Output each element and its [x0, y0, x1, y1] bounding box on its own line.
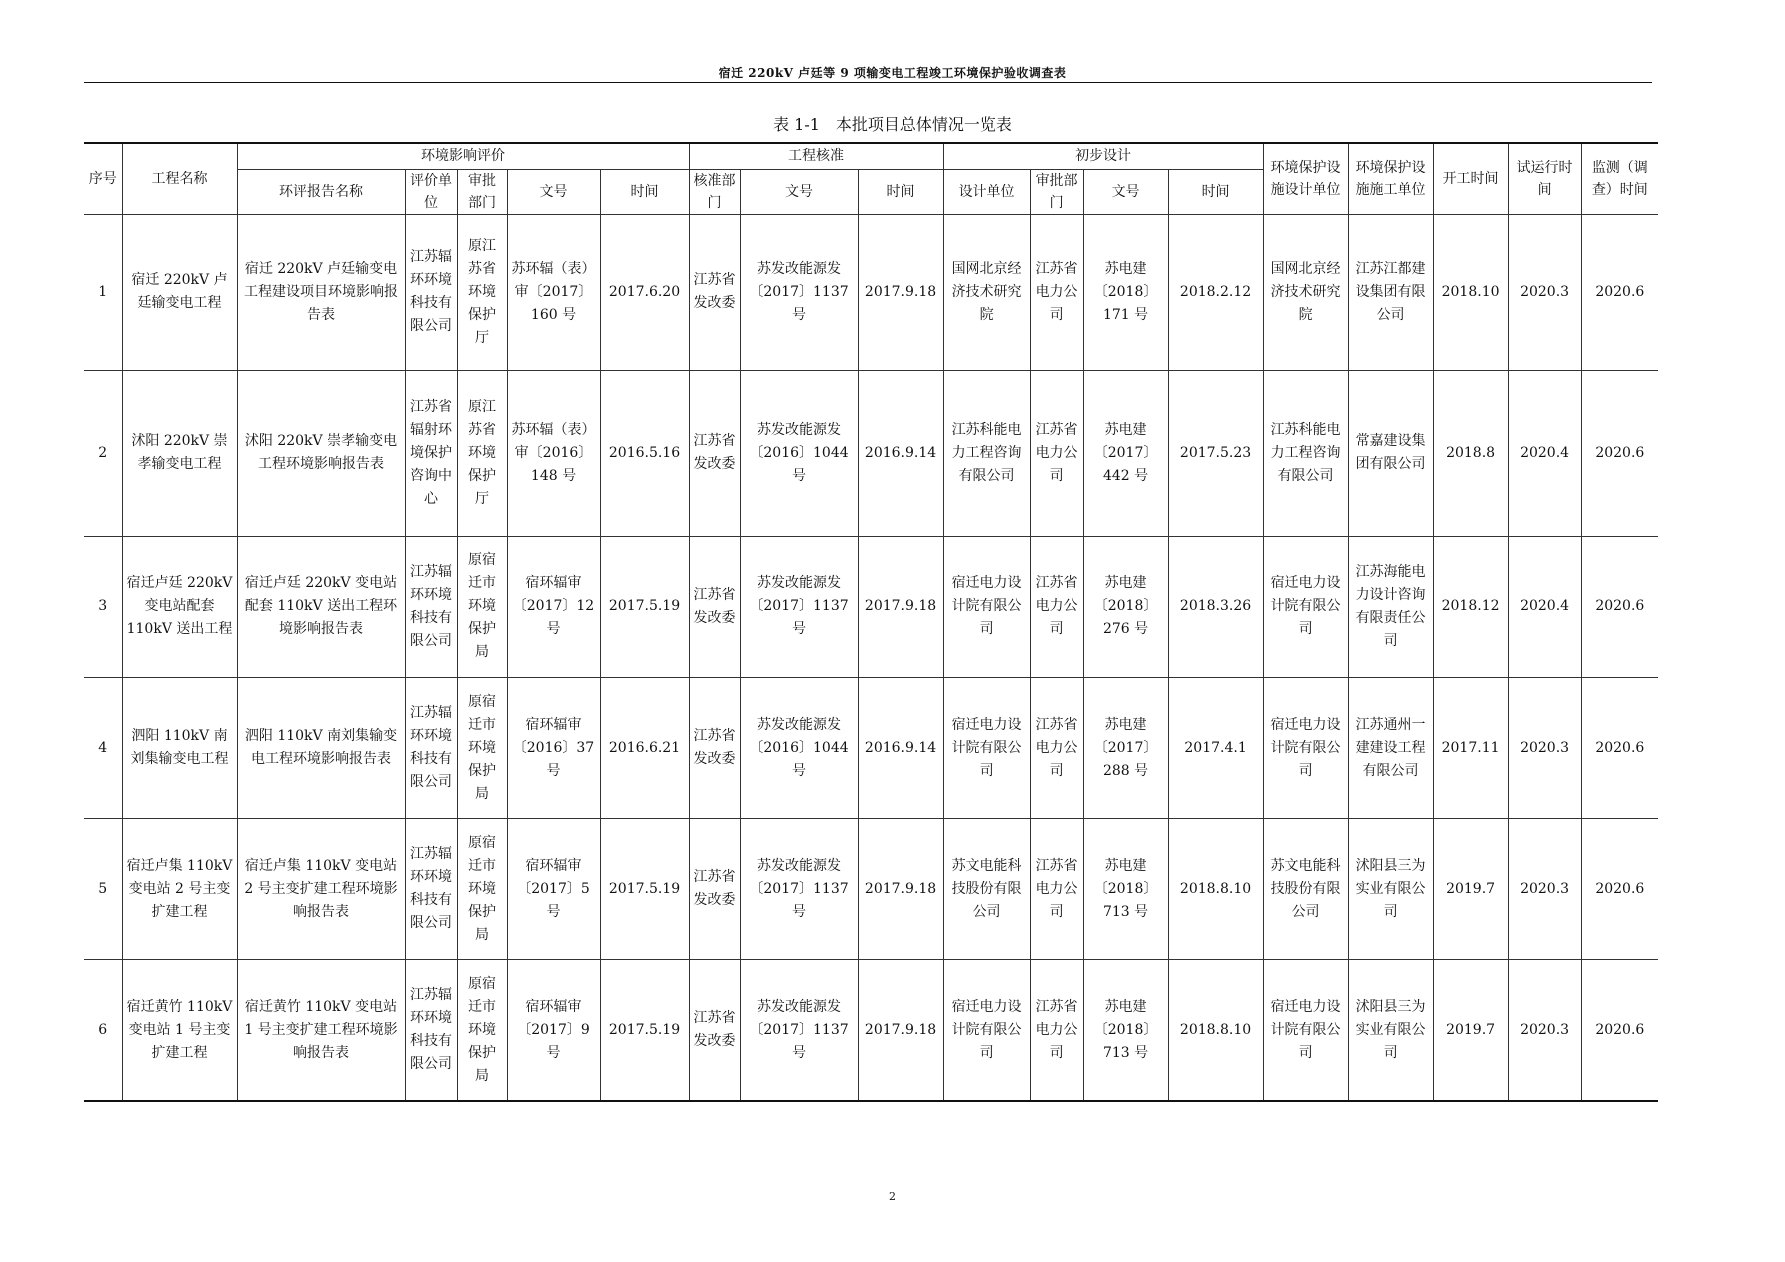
cell-env-design: 宿迁电力设计院有限公司: [1263, 536, 1348, 677]
col-header-app-doc: 文号: [740, 169, 858, 214]
cell-env-design: 国网北京经济技术研究院: [1263, 214, 1348, 370]
cell-name: 宿迁卢廷 220kV 变电站配套 110kV 送出工程: [122, 536, 237, 677]
col-group-approval: 工程核准: [689, 143, 943, 169]
cell-eia-doc: 宿环辐审〔2016〕37 号: [507, 678, 600, 819]
cell-des-unit: 苏文电能科技股份有限公司: [943, 819, 1030, 960]
cell-app-time: 2016.9.14: [858, 370, 943, 536]
cell-eia-dept: 原宿迁市环境保护局: [457, 819, 507, 960]
col-header-app-dept: 核准部门: [689, 169, 740, 214]
cell-monitor: 2020.6: [1581, 214, 1658, 370]
cell-env-build: 常嘉建设集团有限公司: [1348, 370, 1433, 536]
cell-des-time: 2018.2.12: [1168, 214, 1263, 370]
cell-eia-dept: 原江苏省环境保护厅: [457, 214, 507, 370]
cell-trial: 2020.3: [1508, 960, 1581, 1101]
cell-des-time: 2018.8.10: [1168, 960, 1263, 1101]
cell-monitor: 2020.6: [1581, 960, 1658, 1101]
cell-no: 1: [84, 214, 122, 370]
cell-no: 2: [84, 370, 122, 536]
col-header-app-time: 时间: [858, 169, 943, 214]
cell-eia-time: 2017.5.19: [600, 960, 689, 1101]
cell-des-unit: 国网北京经济技术研究院: [943, 214, 1030, 370]
cell-app-doc: 苏发改能源发〔2017〕1137 号: [740, 819, 858, 960]
cell-des-unit: 宿迁电力设计院有限公司: [943, 536, 1030, 677]
table-row: [84, 370, 1658, 536]
cell-des-dept: 江苏省电力公司: [1030, 536, 1083, 677]
cell-eia-unit: 江苏辐环环境科技有限公司: [405, 678, 457, 819]
table-row: [84, 678, 1658, 819]
table-row: [84, 214, 1658, 370]
col-group-eia: 环境影响评价: [237, 143, 689, 169]
cell-env-build: 江苏海能电力设计咨询有限责任公司: [1348, 536, 1433, 677]
col-header-des-doc: 文号: [1083, 169, 1168, 214]
cell-eia-unit: 江苏辐环环境科技有限公司: [405, 536, 457, 677]
cell-eia-time: 2016.5.16: [600, 370, 689, 536]
cell-des-dept: 江苏省电力公司: [1030, 370, 1083, 536]
cell-env-design: 宿迁电力设计院有限公司: [1263, 960, 1348, 1101]
cell-no: 5: [84, 819, 122, 960]
table-row: [84, 819, 1658, 960]
cell-no: 4: [84, 678, 122, 819]
cell-eia-unit: 江苏辐环环境科技有限公司: [405, 819, 457, 960]
page-number: 2: [889, 1190, 896, 1203]
cell-app-time: 2017.9.18: [858, 536, 943, 677]
col-header-monitor: 监测（调查）时间: [1581, 143, 1658, 214]
cell-eia-time: 2017.6.20: [600, 214, 689, 370]
cell-name: 宿迁 220kV 卢廷输变电工程: [122, 214, 237, 370]
cell-eia-time: 2017.5.19: [600, 819, 689, 960]
cell-start: 2017.11: [1433, 678, 1508, 819]
cell-app-dept: 江苏省发改委: [689, 214, 740, 370]
cell-eia-dept: 原宿迁市环境保护局: [457, 960, 507, 1101]
cell-app-doc: 苏发改能源发〔2016〕1044 号: [740, 370, 858, 536]
cell-des-time: 2017.4.1: [1168, 678, 1263, 819]
cell-eia-report: 泗阳 110kV 南刘集输变电工程环境影响报告表: [237, 678, 405, 819]
cell-des-dept: 江苏省电力公司: [1030, 960, 1083, 1101]
cell-monitor: 2020.6: [1581, 370, 1658, 536]
col-group-design: 初步设计: [943, 143, 1263, 169]
running-header: 宿迁 220kV 卢廷等 9 项输变电工程竣工环境保护验收调查表: [718, 66, 1067, 80]
cell-no: 6: [84, 960, 122, 1101]
cell-eia-report: 宿迁 220kV 卢廷输变电工程建设项目环境影响报告表: [237, 214, 405, 370]
cell-app-doc: 苏发改能源发〔2017〕1137 号: [740, 536, 858, 677]
cell-start: 2019.7: [1433, 960, 1508, 1101]
cell-eia-report: 宿迁卢廷 220kV 变电站配套 110kV 送出工程环境影响报告表: [237, 536, 405, 677]
cell-eia-unit: 江苏省辐射环境保护咨询中心: [405, 370, 457, 536]
cell-app-dept: 江苏省发改委: [689, 819, 740, 960]
table-caption: 表 1-1 本批项目总体情况一览表: [773, 115, 1012, 134]
cell-eia-report: 沭阳 220kV 崇孝输变电工程环境影响报告表: [237, 370, 405, 536]
cell-app-time: 2016.9.14: [858, 678, 943, 819]
cell-eia-doc: 苏环辐（表）审〔2017〕160 号: [507, 214, 600, 370]
cell-des-dept: 江苏省电力公司: [1030, 214, 1083, 370]
col-header-start: 开工时间: [1433, 143, 1508, 214]
cell-des-dept: 江苏省电力公司: [1030, 678, 1083, 819]
cell-start: 2018.10: [1433, 214, 1508, 370]
cell-app-time: 2017.9.18: [858, 819, 943, 960]
cell-trial: 2020.3: [1508, 819, 1581, 960]
cell-eia-unit: 江苏辐环环境科技有限公司: [405, 214, 457, 370]
cell-eia-unit: 江苏辐环环境科技有限公司: [405, 960, 457, 1101]
col-header-eia-unit: 评价单位: [405, 169, 457, 214]
col-header-des-time: 时间: [1168, 169, 1263, 214]
cell-des-time: 2017.5.23: [1168, 370, 1263, 536]
col-header-eia-doc: 文号: [507, 169, 600, 214]
col-header-eia-time: 时间: [600, 169, 689, 214]
cell-trial: 2020.4: [1508, 370, 1581, 536]
cell-des-dept: 江苏省电力公司: [1030, 819, 1083, 960]
col-header-trial: 试运行时间: [1508, 143, 1581, 214]
table-row: [84, 536, 1658, 677]
col-header-des-dept: 审批部门: [1030, 169, 1083, 214]
cell-eia-report: 宿迁黄竹 110kV 变电站 1 号主变扩建工程环境影响报告表: [237, 960, 405, 1101]
cell-app-doc: 苏发改能源发〔2017〕1137 号: [740, 960, 858, 1101]
cell-eia-report: 宿迁卢集 110kV 变电站 2 号主变扩建工程环境影响报告表: [237, 819, 405, 960]
cell-monitor: 2020.6: [1581, 678, 1658, 819]
cell-app-dept: 江苏省发改委: [689, 960, 740, 1101]
cell-des-doc: 苏电建〔2018〕713 号: [1083, 819, 1168, 960]
cell-app-dept: 江苏省发改委: [689, 370, 740, 536]
cell-env-build: 沭阳县三为实业有限公司: [1348, 960, 1433, 1101]
cell-start: 2018.12: [1433, 536, 1508, 677]
cell-eia-dept: 原宿迁市环境保护局: [457, 678, 507, 819]
cell-name: 宿迁卢集 110kV 变电站 2 号主变扩建工程: [122, 819, 237, 960]
cell-des-doc: 苏电建〔2018〕276 号: [1083, 536, 1168, 677]
cell-env-build: 江苏通州一建建设工程有限公司: [1348, 678, 1433, 819]
cell-des-doc: 苏电建〔2017〕288 号: [1083, 678, 1168, 819]
col-header-eia-dept: 审批部门: [457, 169, 507, 214]
project-overview-table: [84, 142, 1658, 1102]
cell-des-unit: 江苏科能电力工程咨询有限公司: [943, 370, 1030, 536]
col-header-des-unit: 设计单位: [943, 169, 1030, 214]
cell-des-doc: 苏电建〔2018〕171 号: [1083, 214, 1168, 370]
cell-des-time: 2018.3.26: [1168, 536, 1263, 677]
cell-des-doc: 苏电建〔2017〕442 号: [1083, 370, 1168, 536]
cell-eia-doc: 苏环辐（表）审〔2016〕148 号: [507, 370, 600, 536]
cell-eia-time: 2016.6.21: [600, 678, 689, 819]
cell-eia-dept: 原宿迁市环境保护局: [457, 536, 507, 677]
table-row: [84, 960, 1658, 1101]
cell-env-build: 沭阳县三为实业有限公司: [1348, 819, 1433, 960]
cell-eia-dept: 原江苏省环境保护厅: [457, 370, 507, 536]
cell-start: 2018.8: [1433, 370, 1508, 536]
cell-eia-doc: 宿环辐审〔2017〕12 号: [507, 536, 600, 677]
cell-name: 沭阳 220kV 崇孝输变电工程: [122, 370, 237, 536]
col-header-env-build: 环境保护设施施工单位: [1348, 143, 1433, 214]
cell-app-dept: 江苏省发改委: [689, 536, 740, 677]
cell-env-build: 江苏江都建设集团有限公司: [1348, 214, 1433, 370]
col-header-env-design: 环境保护设施设计单位: [1263, 143, 1348, 214]
cell-app-doc: 苏发改能源发〔2017〕1137 号: [740, 214, 858, 370]
cell-trial: 2020.3: [1508, 678, 1581, 819]
cell-des-time: 2018.8.10: [1168, 819, 1263, 960]
cell-env-design: 宿迁电力设计院有限公司: [1263, 678, 1348, 819]
cell-des-unit: 宿迁电力设计院有限公司: [943, 678, 1030, 819]
cell-eia-doc: 宿环辐审〔2017〕5 号: [507, 819, 600, 960]
header-row-1: [84, 143, 1658, 169]
col-header-eia-report: 环评报告名称: [237, 169, 405, 214]
col-header-no: 序号: [84, 143, 122, 214]
cell-env-design: 苏文电能科技股份有限公司: [1263, 819, 1348, 960]
cell-no: 3: [84, 536, 122, 677]
cell-env-design: 江苏科能电力工程咨询有限公司: [1263, 370, 1348, 536]
cell-app-time: 2017.9.18: [858, 214, 943, 370]
cell-monitor: 2020.6: [1581, 819, 1658, 960]
cell-des-doc: 苏电建〔2018〕713 号: [1083, 960, 1168, 1101]
cell-app-dept: 江苏省发改委: [689, 678, 740, 819]
cell-name: 泗阳 110kV 南刘集输变电工程: [122, 678, 237, 819]
header-rule: [84, 82, 1652, 83]
col-header-name: 工程名称: [122, 143, 237, 214]
cell-trial: 2020.4: [1508, 536, 1581, 677]
cell-app-time: 2017.9.18: [858, 960, 943, 1101]
cell-app-doc: 苏发改能源发〔2016〕1044 号: [740, 678, 858, 819]
cell-name: 宿迁黄竹 110kV 变电站 1 号主变扩建工程: [122, 960, 237, 1101]
cell-monitor: 2020.6: [1581, 536, 1658, 677]
cell-trial: 2020.3: [1508, 214, 1581, 370]
cell-des-unit: 宿迁电力设计院有限公司: [943, 960, 1030, 1101]
cell-eia-time: 2017.5.19: [600, 536, 689, 677]
cell-eia-doc: 宿环辐审〔2017〕9 号: [507, 960, 600, 1101]
cell-start: 2019.7: [1433, 819, 1508, 960]
